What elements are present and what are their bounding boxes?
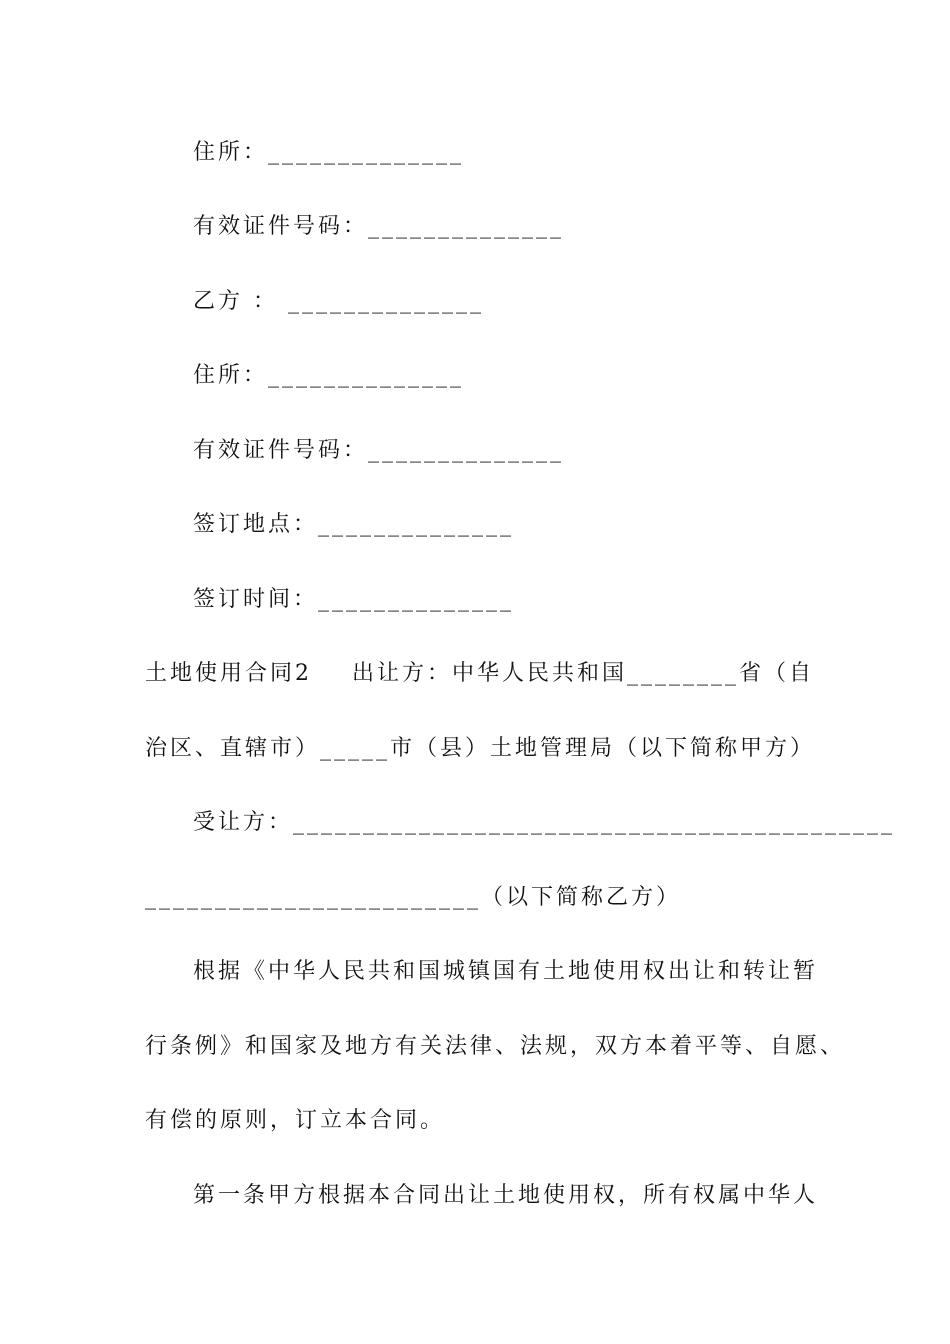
grantor-continued: 治区、直辖市）_____市（县）土地管理局（以下简称甲方） xyxy=(145,736,816,761)
party-a-address: 住所：______________ xyxy=(193,140,465,165)
preamble-line-3: 有偿的原则，订立本合同。 xyxy=(145,1108,446,1133)
party-b-id-number: 有效证件号码：______________ xyxy=(193,438,565,463)
signing-place: 签订地点：______________ xyxy=(193,512,515,537)
grantee-continued: ________________________（以下简称乙方） xyxy=(145,885,682,910)
party-a-id-number: 有效证件号码：______________ xyxy=(193,214,565,239)
signing-time: 签订时间：______________ xyxy=(193,587,515,612)
party-b-address: 住所：______________ xyxy=(193,363,465,388)
grantee-line: 受让方：___________________________________________ xyxy=(193,810,896,835)
contract-title-and-grantor: 土地使用合同2 出让方：中华人民共和国________省（自 xyxy=(145,661,814,686)
article-1-line-1: 第一条甲方根据本合同出让土地使用权，所有权属中华人 xyxy=(193,1183,819,1208)
preamble-line-2: 行条例》和国家及地方有关法律、法规，双方本着平等、自愿、 xyxy=(145,1034,846,1059)
party-b-name: 乙方 ： ______________ xyxy=(193,289,484,314)
preamble-line-1: 根据《中华人民共和国城镇国有土地使用权出让和转让暂 xyxy=(193,959,819,984)
